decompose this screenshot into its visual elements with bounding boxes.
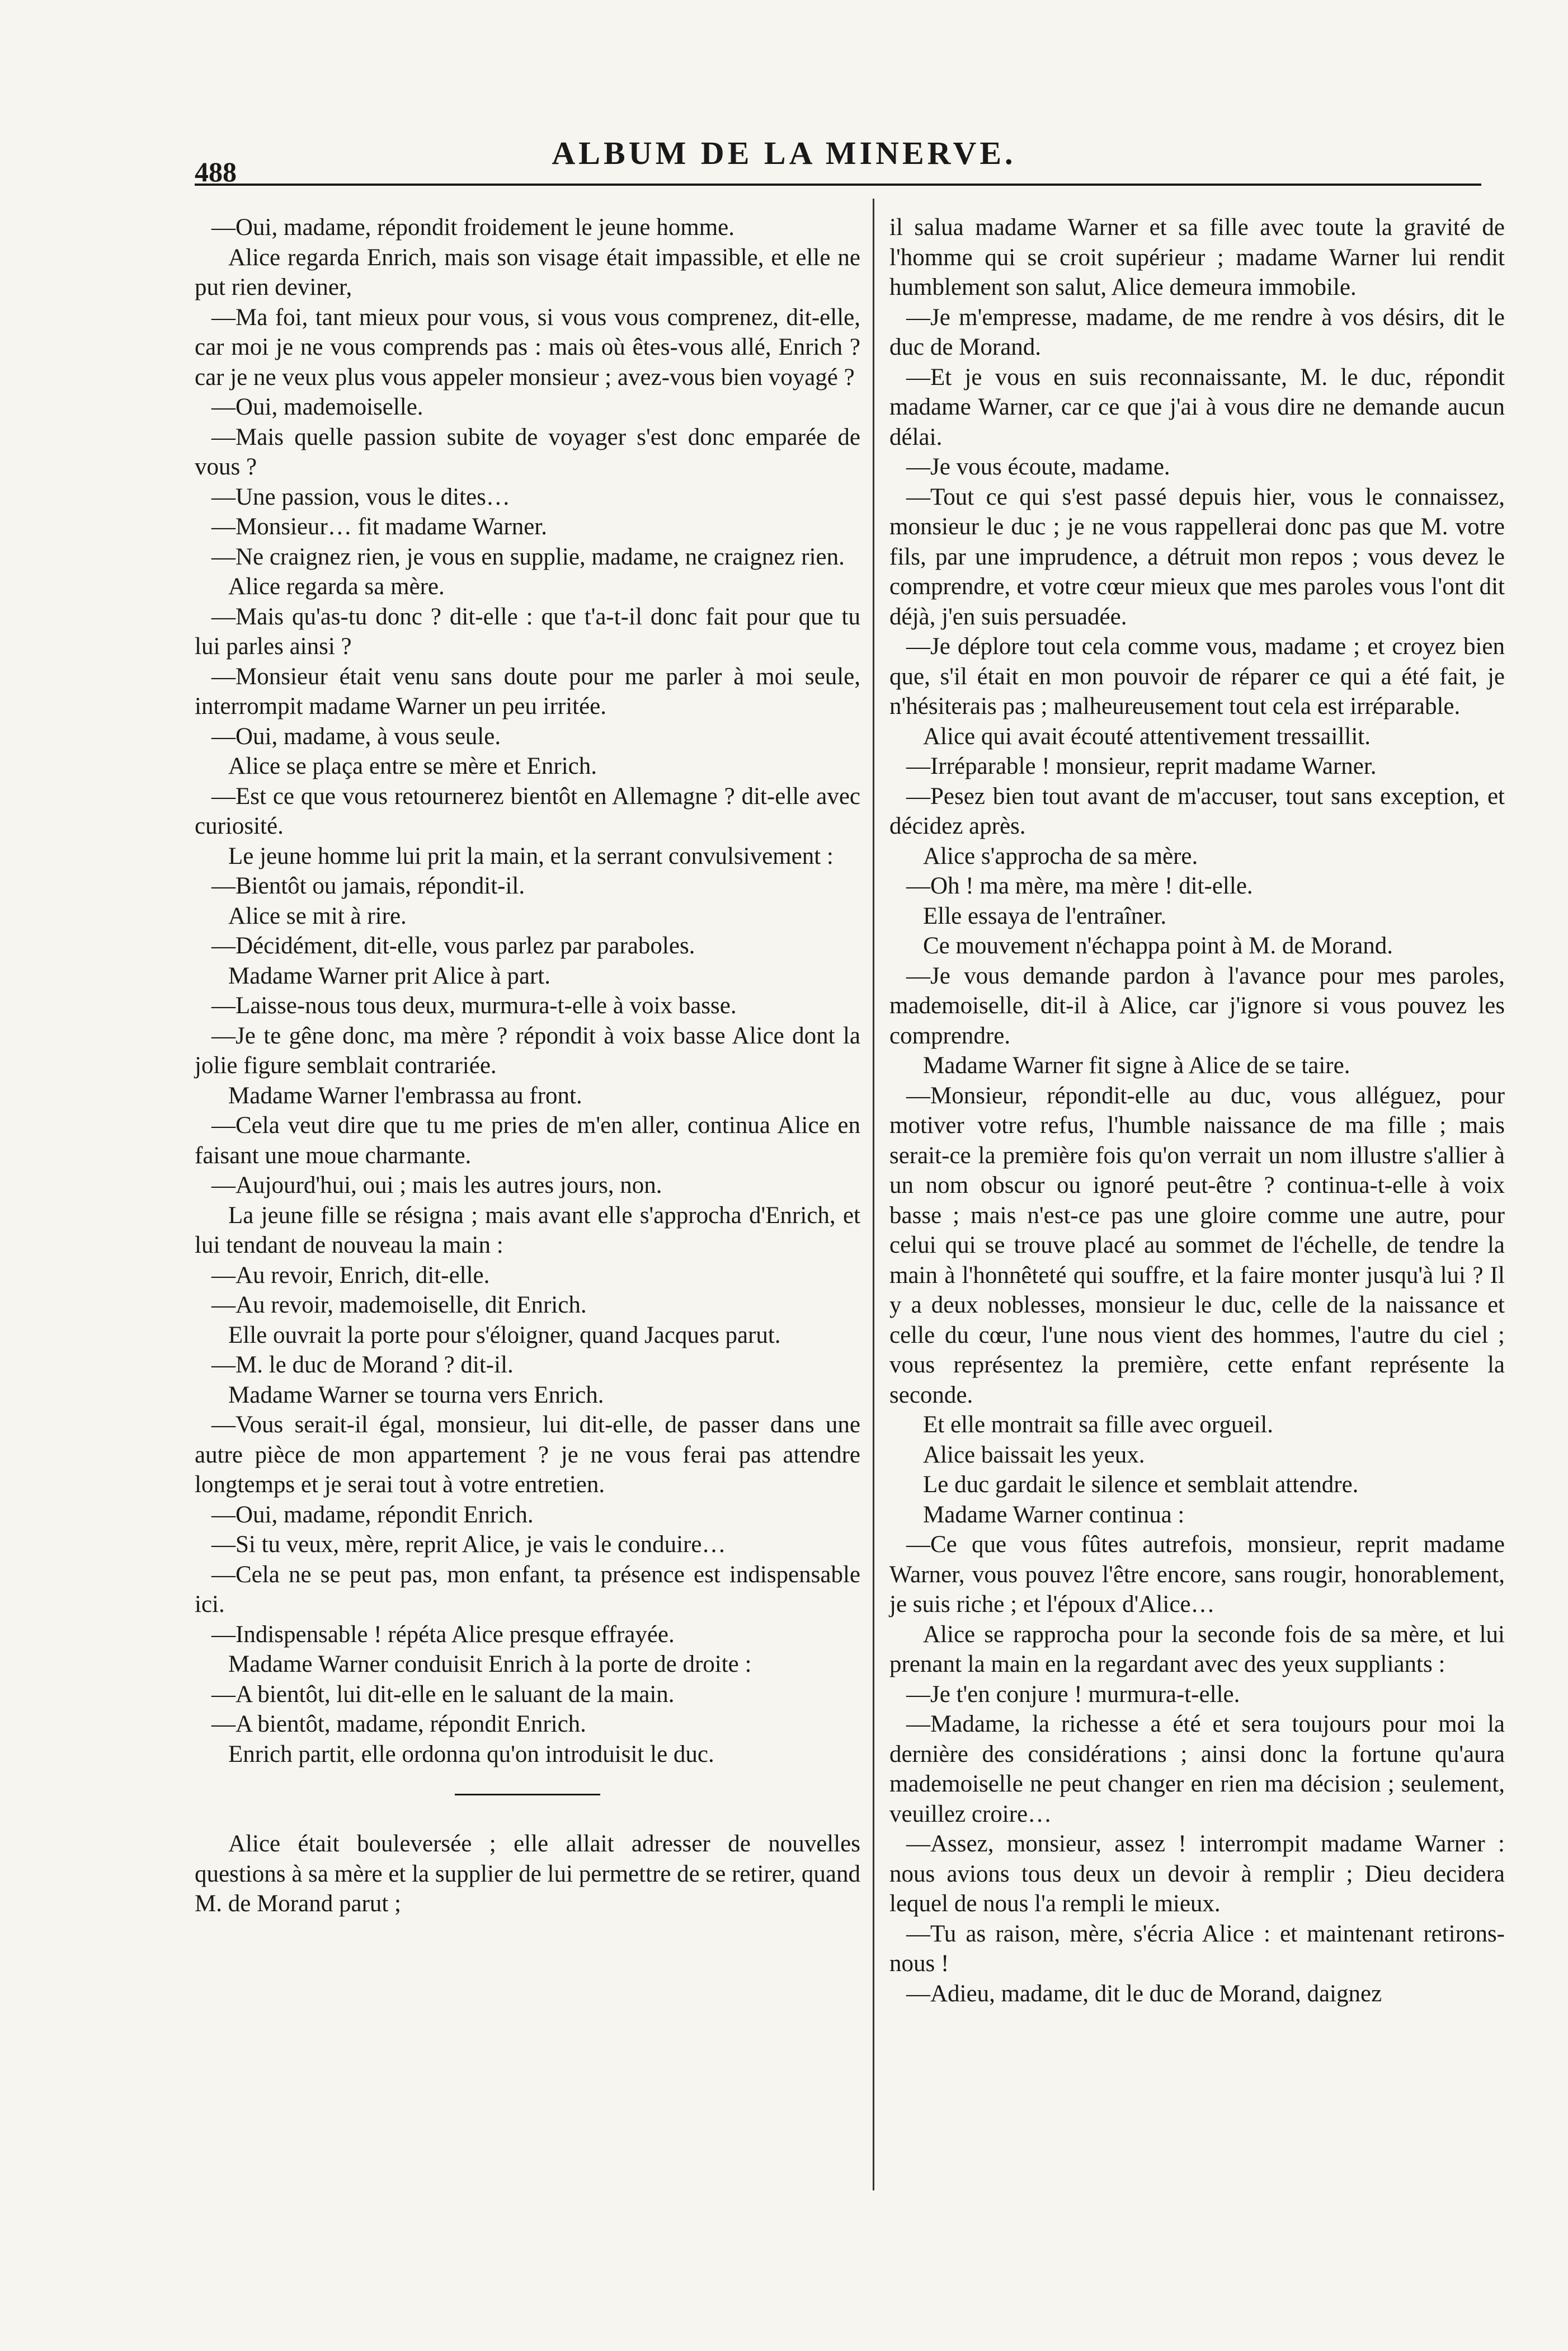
running-head: ALBUM DE LA MINERVE. xyxy=(552,135,1016,171)
paragraph: —Je vous écoute, madame. xyxy=(906,454,1170,480)
paragraph: —Vous serait-il égal, monsieur, lui dit-elle, de passer dans une autre pièce de mon appartement ? je ne vous ferai pas attendre longtemps et je serai tout à votre entretien. xyxy=(195,1412,860,1498)
column-divider xyxy=(873,199,874,2190)
paragraph: il salua madame Warner et sa fille avec toute la gravité de l'homme qui se croit supérieur ; madame Warner lui rendit humblement son salut, Alice demeura immobile. xyxy=(889,214,1505,300)
paragraph: La jeune fille se résigna ; mais avant elle s'approcha d'Enrich, et lui tendant de nouveau la main : xyxy=(195,1202,860,1258)
paragraph: —Oui, mademoiselle. xyxy=(211,394,423,420)
paragraph: —Et je vous en suis reconnaissante, M. le duc, répondit madame Warner, car ce que j'ai à vous dire ne demande aucun délai. xyxy=(889,364,1505,450)
paragraph: —Assez, monsieur, assez ! interrompit madame Warner : nous avions tous deux un devoir à remplir ; Dieu decidera lequel de nous l'a rempli le mieux. xyxy=(889,1831,1505,1917)
scene-break-rule xyxy=(455,1794,600,1795)
paragraph: —Mais qu'as-tu donc ? dit-elle : que t'a-t-il donc fait pour que tu lui parles ainsi ? xyxy=(195,603,860,660)
paragraph: —A bientôt, madame, répondit Enrich. xyxy=(211,1711,586,1737)
paragraph: Alice regarda sa mère. xyxy=(228,573,445,600)
paragraph: —Indispensable ! répéta Alice presque effrayée. xyxy=(211,1621,675,1648)
paragraph: Alice se mit à rire. xyxy=(228,902,407,929)
paragraph: Ce mouvement n'échappa point à M. de Morand. xyxy=(923,933,1393,959)
paragraph: —Bientôt ou jamais, répondit-il. xyxy=(211,873,525,899)
paragraph: Madame Warner prit Alice à part. xyxy=(228,962,551,989)
paragraph: —Madame, la richesse a été et sera toujours pour moi la dernière des considérations ; ainsi donc la fortune qu'aura mademoiselle ne peut changer en rien ma décision ; seulement, veuillez croire… xyxy=(889,1711,1505,1827)
paragraph: —Je t'en conjure ! murmura-t-elle. xyxy=(906,1681,1240,1708)
paragraph: Madame Warner fit signe à Alice de se taire. xyxy=(923,1052,1350,1079)
paragraph: Alice était bouleversée ; elle allait adresser de nouvelles questions à sa mère et la supplier de lui permettre de se retirer, quand M. de Morand parut ; xyxy=(195,1831,860,1917)
paragraph: —Une passion, vous le dites… xyxy=(211,483,510,510)
paragraph: Elle ouvrait la porte pour s'éloigner, quand Jacques parut. xyxy=(228,1322,781,1348)
paragraph: —M. le duc de Morand ? dit-il. xyxy=(211,1352,514,1378)
paragraph: Alice s'approcha de sa mère. xyxy=(923,843,1198,869)
paragraph: Alice regarda Enrich, mais son visage était impassible, et elle ne put rien deviner, xyxy=(195,244,860,300)
paragraph: Alice se rapprocha pour la seconde fois de sa mère, et lui prenant la main en la regardant avec des yeux suppliants : xyxy=(889,1621,1505,1677)
paragraph: —Ma foi, tant mieux pour vous, si vous vous comprenez, dit-elle, car moi je ne vous comprends pas : mais où êtes-vous allé, Enrich ? car je ne veux plus vous appeler monsieur ; avez-vous bien voyagé ? xyxy=(195,304,860,391)
paragraph: —Si tu veux, mère, reprit Alice, je vais le conduire… xyxy=(211,1531,726,1558)
paragraph: —Laisse-nous tous deux, murmura-t-elle à voix basse. xyxy=(211,993,737,1019)
paragraph: —A bientôt, lui dit-elle en le saluant de la main. xyxy=(211,1681,675,1708)
paragraph: Le duc gardait le silence et semblait attendre. xyxy=(923,1471,1359,1498)
paragraph: —Pesez bien tout avant de m'accuser, tout sans exception, et décidez après. xyxy=(889,783,1505,839)
paragraph: —Est ce que vous retournerez bientôt en Allemagne ? dit-elle avec curiosité. xyxy=(195,783,860,839)
paragraph: —Oui, madame, à vous seule. xyxy=(211,723,501,750)
paragraph: Enrich partit, elle ordonna qu'on introduisit le duc. xyxy=(228,1741,714,1767)
left-paragraphs xyxy=(195,213,860,1769)
paragraph: Elle essaya de l'entraîner. xyxy=(923,902,1167,929)
paragraph: Madame Warner se tourna vers Enrich. xyxy=(228,1381,604,1408)
paragraph: —Au revoir, mademoiselle, dit Enrich. xyxy=(211,1292,587,1318)
paragraph: —Je m'empresse, madame, de me rendre à vos désirs, dit le duc de Morand. xyxy=(889,304,1505,360)
paragraph: Madame Warner continua : xyxy=(923,1501,1185,1528)
paragraph: —Je vous demande pardon à l'avance pour mes paroles, mademoiselle, dit-il à Alice, car j'ignore si vous pouvez les comprendre. xyxy=(889,962,1505,1049)
paragraph: —Monsieur, répondit-elle au duc, vous alléguez, pour motiver votre refus, l'humble naissance de ma fille ; mais serait-ce la première fois qu'on verrait un nom illustre s'allier à un nom obscur ou ignoré peut-être ? continua-t-elle à voix basse ; mais n'est-ce pas une gloire comme une autre, pour celui qui se trouve placé au sommet de l'échelle, de tendre la main à l'honnêteté qui souffre, et la faire monter jusqu'à lui ? Il y a deux noblesses, monsieur le duc, celle de la naissance et celle du cœur, l'une nous vient des hommes, l'autre du ciel ; vous représentez la première, cette enfant représente la seconde. xyxy=(889,1082,1505,1408)
header-rule xyxy=(195,184,1481,186)
paragraph: Madame Warner conduisit Enrich à la porte de droite : xyxy=(228,1651,752,1677)
paragraph: —Ce que vous fûtes autrefois, monsieur, reprit madame Warner, vous pouvez l'être encore, sans rougir, honorablement, je suis riche ; et l'époux d'Alice… xyxy=(889,1531,1505,1618)
paragraph: —Aujourd'hui, oui ; mais les autres jours, non. xyxy=(211,1172,662,1198)
paragraph: —Monsieur… fit madame Warner. xyxy=(211,514,547,540)
left-after-break xyxy=(195,1829,860,1919)
paragraph: —Irréparable ! monsieur, reprit madame Warner. xyxy=(906,753,1377,779)
paragraph: —Cela ne se peut pas, mon enfant, ta présence est indispensable ici. xyxy=(195,1561,860,1618)
right-paragraphs xyxy=(889,213,1505,2009)
paragraph: —Décidément, dit-elle, vous parlez par paraboles. xyxy=(211,933,695,959)
paragraph: Alice qui avait écouté attentivement tressaillit. xyxy=(923,723,1371,750)
paragraph: —Tout ce qui s'est passé depuis hier, vous le connaissez, monsieur le duc ; je ne vous rappellerai donc pas que M. votre fils, par une imprudence, a détruit mon repos ; vous devez le comprendre, et votre cœur mieux que mes paroles vous l'ont dit déjà, j'en suis persuadée. xyxy=(889,483,1505,630)
left-column xyxy=(195,213,860,1919)
paragraph: —Tu as raison, mère, s'écria Alice : et maintenant retirons-nous ! xyxy=(889,1920,1505,1977)
paragraph: —Oui, madame, répondit froidement le jeune homme. xyxy=(211,214,734,241)
paragraph: Alice baissait les yeux. xyxy=(923,1441,1145,1468)
paragraph: Le jeune homme lui prit la main, et la serrant convulsivement : xyxy=(228,843,834,869)
paragraph: —Au revoir, Enrich, dit-elle. xyxy=(211,1262,490,1289)
paragraph: Et elle montrait sa fille avec orgueil. xyxy=(923,1412,1274,1438)
paragraph: —Oui, madame, répondit Enrich. xyxy=(211,1501,534,1528)
right-column xyxy=(889,213,1505,2009)
paragraph: —Je déplore tout cela comme vous, madame ; et croyez bien que, s'il était en mon pouvoir de réparer ce qui a été fait, je n'hésiterais pas ; malheureusement tout cela est irréparable. xyxy=(889,633,1505,720)
paragraph: Madame Warner l'embrassa au front. xyxy=(228,1082,582,1109)
paragraph: —Cela veut dire que tu me pries de m'en aller, continua Alice en faisant une moue charmante. xyxy=(195,1112,860,1169)
paragraph: —Mais quelle passion subite de voyager s'est donc emparée de vous ? xyxy=(195,424,860,480)
paragraph: —Je te gêne donc, ma mère ? répondit à voix basse Alice dont la jolie figure semblait contrariée. xyxy=(195,1022,860,1079)
page-number: 488 xyxy=(195,156,237,187)
paragraph: —Oh ! ma mère, ma mère ! dit-elle. xyxy=(906,873,1253,899)
paragraph: —Monsieur était venu sans doute pour me parler à moi seule, interrompit madame Warner un peu irritée. xyxy=(195,663,860,720)
paragraph: —Ne craignez rien, je vous en supplie, madame, ne craignez rien. xyxy=(211,543,845,570)
paragraph: Alice se plaça entre se mère et Enrich. xyxy=(228,753,597,779)
paragraph: —Adieu, madame, dit le duc de Morand, daignez xyxy=(906,1980,1382,2007)
